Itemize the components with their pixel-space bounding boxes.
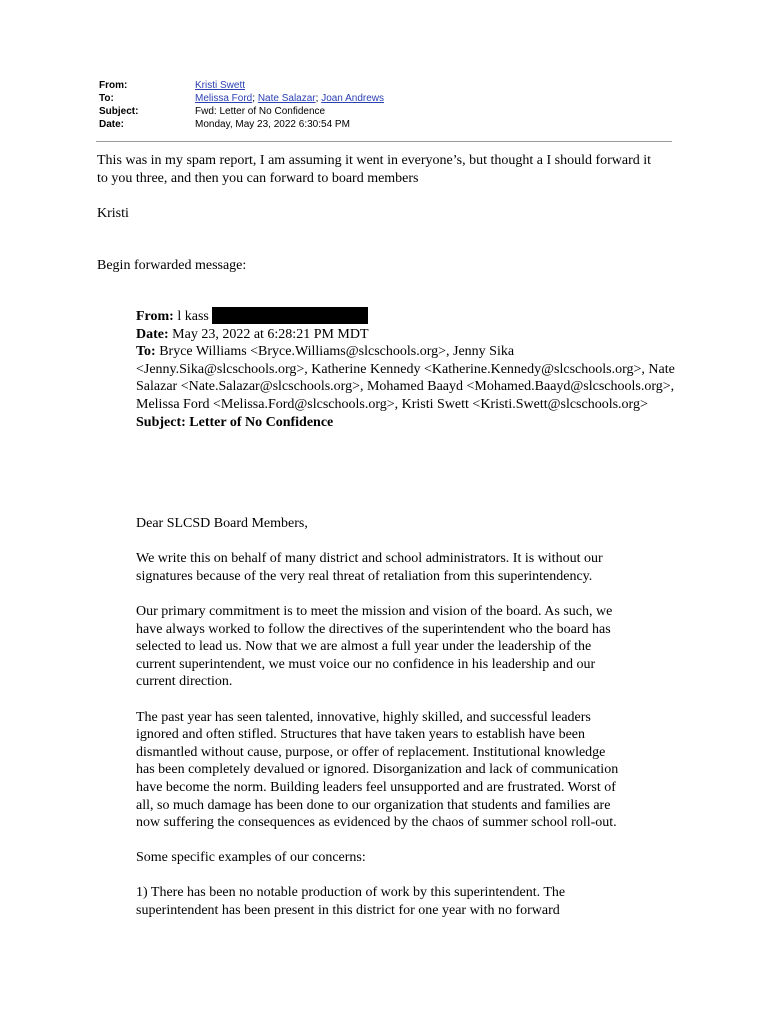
- fwd-date-label: Date:: [136, 326, 169, 342]
- to-recipient-link[interactable]: Joan Andrews: [321, 93, 385, 104]
- forwarded-header: [136, 307, 676, 431]
- recipient-separator: ;: [315, 93, 319, 104]
- letter-paragraph: 1) There has been no notable production of work by this superintendent. The superintendent has been present in this district for one year with no forward: [136, 885, 566, 919]
- letter-paragraph: We write this on behalf of many district and school administrators. It is without our signatures because of the very real threat of retaliation from this superintendency.: [136, 551, 603, 584]
- to-row: [99, 92, 384, 105]
- from-row: [99, 79, 384, 92]
- fwd-subject-value: Letter of No Confidence: [189, 414, 334, 430]
- subject-label: Subject:: [99, 106, 139, 117]
- from-label: From:: [99, 80, 128, 91]
- date-label: Date:: [99, 119, 125, 130]
- to-label: To:: [99, 93, 114, 104]
- recipient-separator: ;: [252, 93, 256, 104]
- fwd-from-label: From:: [136, 309, 174, 324]
- fwd-to-label: To:: [136, 344, 156, 360]
- to-recipient-link[interactable]: Nate Salazar: [257, 93, 316, 104]
- date-row: [99, 118, 384, 131]
- fwd-to-line: [136, 343, 676, 413]
- letter-greeting: Dear SLCSD Board Members,: [136, 516, 308, 531]
- date-value: Monday, May 23, 2022 6:30:54 PM: [195, 119, 350, 130]
- letter-paragraph: Our primary commitment is to meet the mission and vision of the board. As such, we have always worked to follow the directives of the superintendent who the board has selected to lead us. Now that we are almost a full year under the leadership of the current superintendent, we must voice our no confidence in his leadership and our current direction.: [136, 603, 613, 690]
- to-recipient-link[interactable]: Melissa Ford: [195, 93, 253, 104]
- begin-forwarded-label: Begin forwarded message:: [97, 258, 247, 273]
- from-sender-link[interactable]: Kristi Swett: [195, 80, 246, 91]
- header-divider: [96, 141, 672, 142]
- fwd-subject-label: Subject:: [136, 414, 186, 430]
- fwd-from-value: l kass: [177, 309, 209, 324]
- fwd-from-line: [136, 307, 676, 326]
- subject-row: [99, 105, 384, 118]
- fwd-date-line: [136, 326, 676, 344]
- letter-paragraph: The past year has seen talented, innovative, highly skilled, and successful leaders ignored and often stifled. Structures that have taken years to establish have been dismantled without cause, purpose, or offer of replacement. Institutional knowledge has been completely devalued or ignored. Disorganization and lack of communication have become the norm. Building leaders feel unsupported and are frustrated. Worst of all, so much damage has been done to our organization that students and families are now suffering the consequences as evidenced by the chaos of summer school roll-out.: [136, 709, 619, 831]
- letter-body: [136, 515, 626, 937]
- subject-value: Fwd: Letter of No Confidence: [195, 106, 326, 117]
- intro-text: This was in my spam report, I am assuming it went in everyone’s, but thought a I should forward it to you three, and then you can forward to board members: [97, 153, 652, 186]
- letter-paragraph: Some specific examples of our concerns:: [136, 850, 366, 866]
- intro-signature: Kristi: [97, 206, 129, 221]
- fwd-date-value: May 23, 2022 at 6:28:21 PM MDT: [172, 326, 369, 342]
- email-header: [99, 79, 384, 131]
- redaction-bar: [212, 307, 368, 324]
- fwd-to-value: Bryce Williams <Bryce.Williams@slcschools.org>, Jenny Sika <Jenny.Sika@slcschools.org>, Katherine Kennedy <Katherine.Kennedy@slcschools.org>, Nate Salazar <Nate.Salazar@slcschools.org>, Mohamed Baayd <Mohamed.Baayd@slcschools.org>, Melissa Ford <Melissa.Ford@slcschools.org>, Kristi Swett <Kristi.Swett@slcschools.org>: [136, 344, 675, 412]
- fwd-subject-line: [136, 414, 676, 432]
